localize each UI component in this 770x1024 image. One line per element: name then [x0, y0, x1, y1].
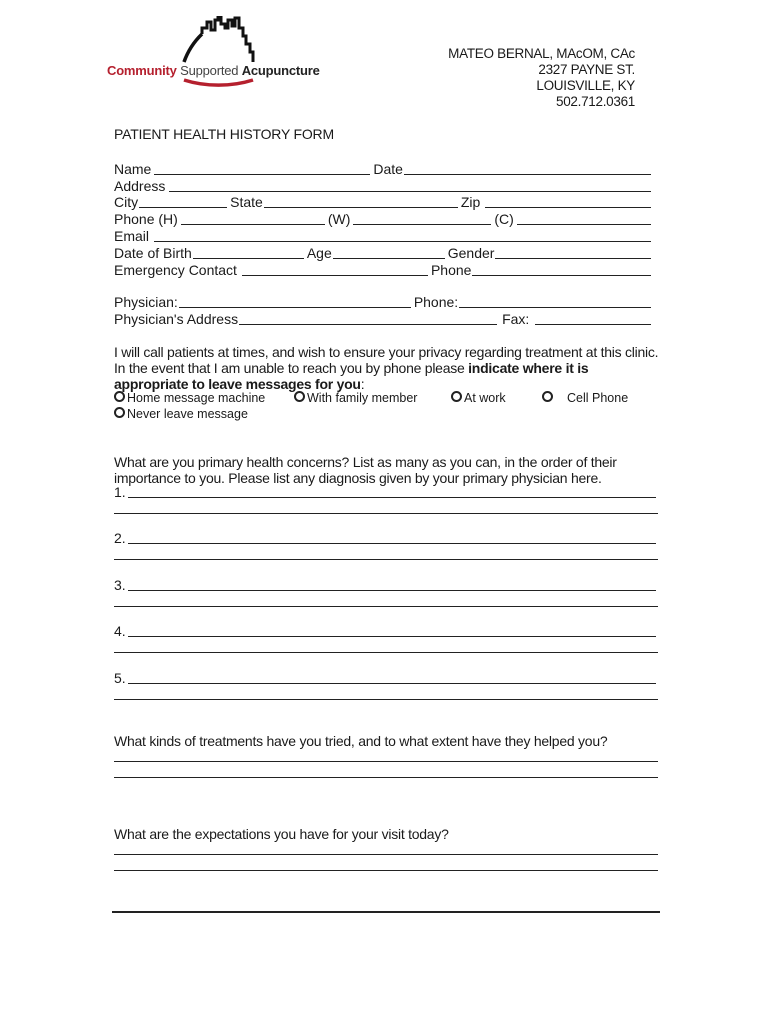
practitioner-info: [448, 46, 635, 110]
option-label: At work: [464, 391, 506, 405]
age-label: Age: [306, 244, 332, 261]
email-label: Email: [114, 227, 150, 244]
logo-wordmark: [107, 63, 320, 78]
concerns-question: What are you primary health concerns? List as many as you can, in the order of their importance to you. Please list any diagnosis given by your primary physician here.: [114, 454, 617, 486]
radio-icon[interactable]: [294, 391, 305, 402]
address-label: Address: [114, 177, 166, 194]
phone-row: [114, 210, 654, 227]
physician-address-label: Physician's Address: [114, 311, 239, 328]
concern-number: 2.: [114, 530, 126, 546]
dob-row: [114, 244, 654, 261]
concern-line-2b[interactable]: [114, 559, 658, 560]
option-label: Cell Phone: [567, 391, 629, 405]
radio-icon[interactable]: [114, 391, 125, 402]
form-title: PATIENT HEALTH HISTORY FORM: [114, 126, 334, 142]
state-label: State: [230, 194, 263, 211]
address-row: [114, 177, 654, 194]
treatments-line-2[interactable]: [114, 777, 658, 778]
practitioner-street: 2327 PAYNE ST.: [538, 62, 635, 77]
concern-line-5[interactable]: [114, 670, 656, 686]
expectations-line-1[interactable]: [114, 854, 658, 855]
city-field[interactable]: [139, 195, 227, 208]
city-row: [114, 194, 654, 211]
concern-number: 3.: [114, 577, 126, 593]
physician-label: Physician:: [114, 294, 178, 311]
fax-field[interactable]: [535, 312, 651, 325]
email-field[interactable]: [154, 229, 651, 242]
date-label: Date: [373, 160, 403, 177]
dob-label: Date of Birth: [114, 244, 192, 261]
physician-phone-label: Phone:: [413, 294, 459, 311]
treatments-question: What kinds of treatments have you tried, and to what extent have they helped you?: [114, 733, 608, 749]
concern-line-2[interactable]: [114, 530, 656, 546]
physician-row: [114, 294, 654, 311]
emergency-phone-field[interactable]: [472, 263, 651, 276]
concern-line-3[interactable]: [114, 577, 656, 593]
emergency-contact-label: Emergency Contact: [114, 261, 237, 278]
radio-icon[interactable]: [542, 391, 553, 402]
emergency-contact-field[interactable]: [242, 263, 428, 276]
zip-label: Zip: [460, 194, 481, 211]
name-label: Name: [114, 160, 152, 177]
bottom-divider: [112, 911, 660, 913]
physician-address-row: [114, 310, 654, 327]
option-at-work[interactable]: [451, 391, 506, 407]
concern-line-1[interactable]: [114, 484, 656, 500]
concern-line-4b[interactable]: [114, 652, 658, 653]
clinic-logo: [104, 16, 336, 112]
name-field[interactable]: [154, 162, 370, 175]
option-never-leave[interactable]: [114, 407, 248, 423]
concern-line-3b[interactable]: [114, 606, 658, 607]
concern-number: 4.: [114, 623, 126, 639]
option-home-machine[interactable]: [114, 391, 265, 407]
emergency-phone-label: Phone: [430, 261, 472, 278]
privacy-notice: [114, 344, 659, 392]
treatments-line-1[interactable]: [114, 761, 658, 762]
concern-number: 1.: [114, 484, 126, 500]
logo-word-supported: Supported: [176, 63, 242, 78]
address-field[interactable]: [169, 179, 651, 192]
physician-field[interactable]: [179, 295, 411, 308]
radio-icon[interactable]: [114, 407, 125, 418]
emergency-row: [114, 261, 654, 278]
phone-work-label: (W): [327, 211, 351, 228]
phone-home-label: Phone (H): [114, 211, 178, 228]
option-label: Never leave message: [127, 406, 248, 421]
privacy-bold-text: indicate where it is appropriate to leave messages for you: [114, 360, 589, 392]
dob-field[interactable]: [193, 246, 304, 259]
physician-phone-field[interactable]: [459, 295, 651, 308]
option-label: Home message machine: [127, 391, 266, 405]
state-field[interactable]: [264, 195, 458, 208]
option-cell-phone[interactable]: [542, 391, 628, 407]
city-label: City: [114, 194, 139, 211]
phone-cell-label: (C): [494, 211, 514, 228]
concern-line-5b[interactable]: [114, 699, 658, 700]
expectations-line-2[interactable]: [114, 870, 658, 871]
phone-home-field[interactable]: [181, 212, 325, 225]
concern-number: 5.: [114, 670, 126, 686]
logo-word-community: Community: [107, 63, 177, 78]
fax-label: Fax:: [502, 311, 530, 328]
phone-cell-field[interactable]: [517, 212, 651, 225]
gender-field[interactable]: [495, 246, 651, 259]
date-field[interactable]: [404, 162, 651, 175]
radio-icon[interactable]: [451, 391, 462, 402]
concern-line-1b[interactable]: [114, 513, 658, 514]
expectations-question: What are the expectations you have for your visit today?: [114, 826, 449, 842]
option-label: With family member: [307, 391, 418, 405]
physician-address-field[interactable]: [239, 312, 497, 325]
concern-line-4[interactable]: [114, 623, 656, 639]
age-field[interactable]: [333, 246, 445, 259]
privacy-end: :: [360, 376, 365, 392]
option-family-member[interactable]: [294, 391, 417, 407]
practitioner-phone: 502.712.0361: [556, 94, 635, 109]
zip-field[interactable]: [485, 195, 651, 208]
practitioner-name: MATEO BERNAL, MAcOM, CAc: [448, 46, 635, 61]
privacy-text: I will call patients at times, and wish to ensure your privacy regarding treatment at this clinic. In the event that I am unable to reach you by phone please: [114, 344, 659, 376]
name-row: [114, 160, 654, 177]
phone-work-field[interactable]: [353, 212, 491, 225]
patient-fields: [114, 160, 654, 327]
email-row: [114, 227, 654, 244]
practitioner-city: LOUISVILLE, KY: [536, 78, 635, 93]
gender-label: Gender: [447, 244, 495, 261]
logo-word-acupuncture: Acupuncture: [241, 63, 320, 78]
